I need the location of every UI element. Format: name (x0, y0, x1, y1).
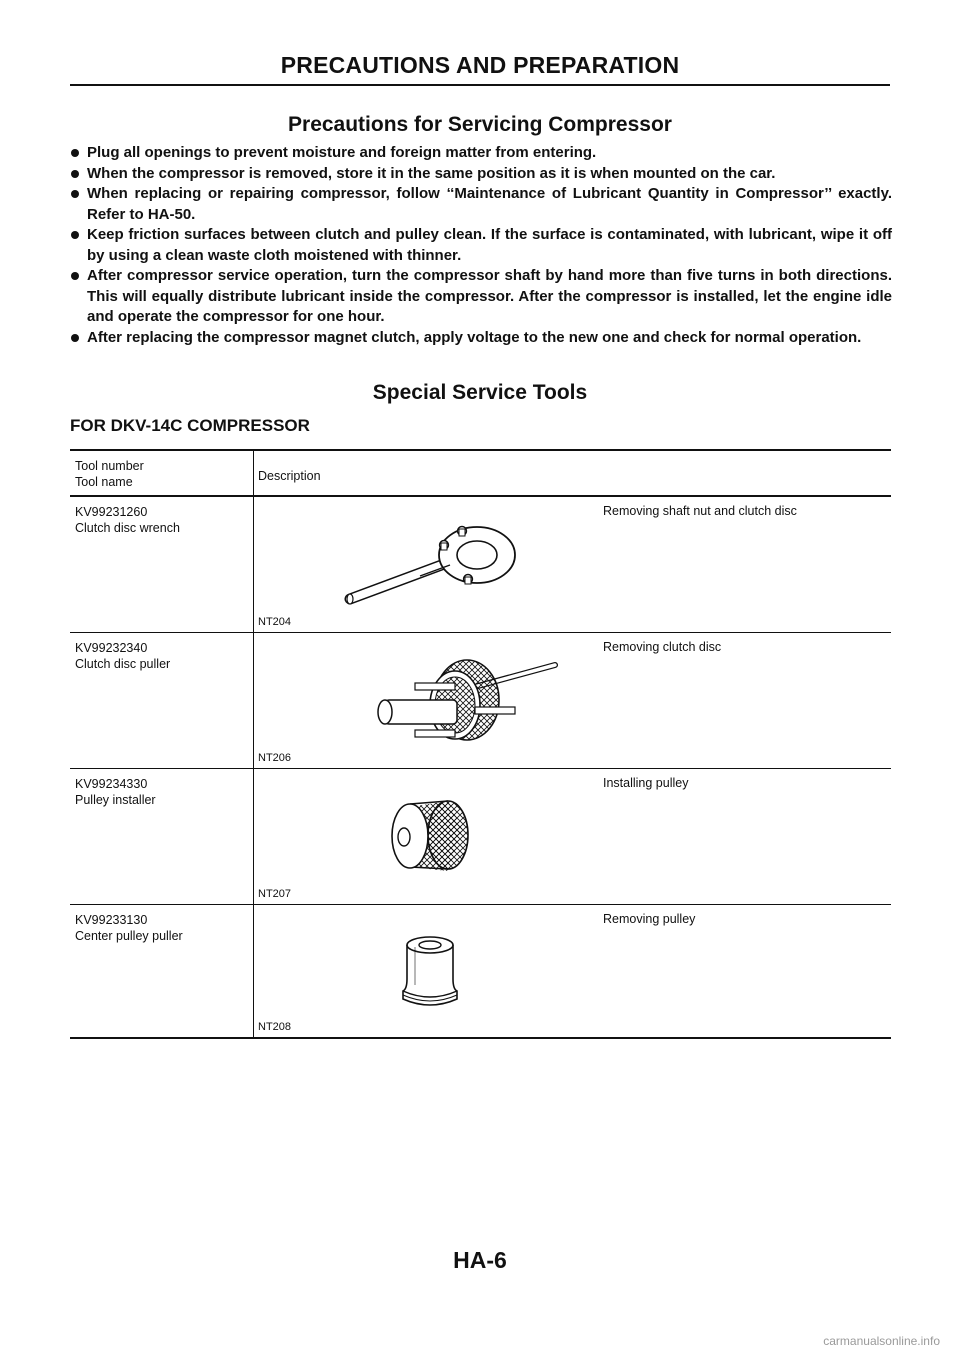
bullet-icon (71, 272, 79, 280)
table-row (70, 632, 891, 768)
page-header-title: PRECAUTIONS AND PREPARATION (280, 52, 680, 78)
table-row (70, 904, 891, 1037)
special-tools-title: Special Service Tools (372, 381, 588, 404)
tool-name: Clutch disc wrench (75, 521, 180, 535)
column-divider (253, 633, 254, 768)
tool-description: Removing shaft nut and clutch disc (603, 504, 797, 518)
header-tool-column: Tool number Tool name (75, 459, 144, 489)
clutch-disc-puller-icon (355, 655, 565, 758)
page-number: HA-6 (453, 1247, 507, 1273)
precaution-item: Keep friction surfaces between clutch and pulley clean. If the surface is contaminated, with lubricant, wipe it off by using a clean waste cloth moistened with thinner. (70, 225, 892, 266)
precaution-item: After compressor service operation, turn the compressor shaft by hand more than five turns in both directions. This will equally distribute lubricant inside the compressor. After the compressor is installed, let the engine idle and operate the compressor for one hour. (70, 266, 892, 328)
precaution-item: When the compressor is removed, store it in the same position as it is when mounted on the car. (70, 164, 892, 185)
tool-number: KV99231260 (75, 505, 148, 519)
watermark[interactable]: carmanualsonline.info (823, 1334, 940, 1348)
precautions-title: Precautions for Servicing Compressor (288, 113, 672, 136)
bullet-icon (71, 334, 79, 342)
header-description: Description (258, 469, 321, 483)
precaution-item: After replacing the compressor magnet clutch, apply voltage to the new one and check for normal operation. (70, 328, 892, 349)
tool-id-cell (75, 504, 250, 536)
tool-description: Installing pulley (603, 776, 689, 790)
tool-id-cell (75, 912, 250, 944)
figure-id: NT204 (258, 616, 292, 628)
tool-name: Center pulley puller (75, 929, 183, 943)
precaution-item: Plug all openings to prevent moisture and foreign matter from entering. (70, 143, 892, 164)
tool-description: Removing pulley (603, 912, 696, 926)
column-divider (253, 497, 254, 632)
bullet-icon (71, 190, 79, 198)
column-divider (253, 905, 254, 1037)
table-row (70, 768, 891, 904)
tool-name: Clutch disc puller (75, 657, 171, 671)
figure-id: NT206 (258, 752, 292, 764)
header-rule (70, 84, 890, 86)
figure-id: NT208 (258, 1021, 292, 1033)
tool-number: KV99233130 (75, 913, 148, 927)
bullet-icon (71, 170, 79, 178)
tools-subheading: FOR DKV-14C COMPRESSOR (70, 416, 310, 435)
column-divider (253, 769, 254, 904)
table-row (70, 496, 891, 632)
bullet-icon (71, 149, 79, 157)
table-header-row (70, 451, 891, 496)
tool-id-cell (75, 640, 250, 672)
tool-description: Removing clutch disc (603, 640, 722, 654)
precaution-item: When replacing or repairing compressor, follow ‘‘Maintenance of Lubricant Quantity in Compressor’’ exactly. Refer to HA-50. (70, 184, 892, 225)
special-tools-table (70, 449, 891, 1039)
bullet-icon (71, 231, 79, 239)
clutch-disc-wrench-icon (340, 515, 540, 618)
tool-id-cell (75, 776, 250, 808)
tool-number: KV99232340 (75, 641, 148, 655)
column-divider (253, 451, 254, 495)
tool-number: KV99234330 (75, 777, 148, 791)
figure-id: NT207 (258, 888, 292, 900)
tool-name: Pulley installer (75, 793, 156, 807)
center-pulley-puller-icon (395, 933, 465, 1016)
pulley-installer-icon (388, 797, 488, 880)
precautions-list (70, 143, 892, 348)
